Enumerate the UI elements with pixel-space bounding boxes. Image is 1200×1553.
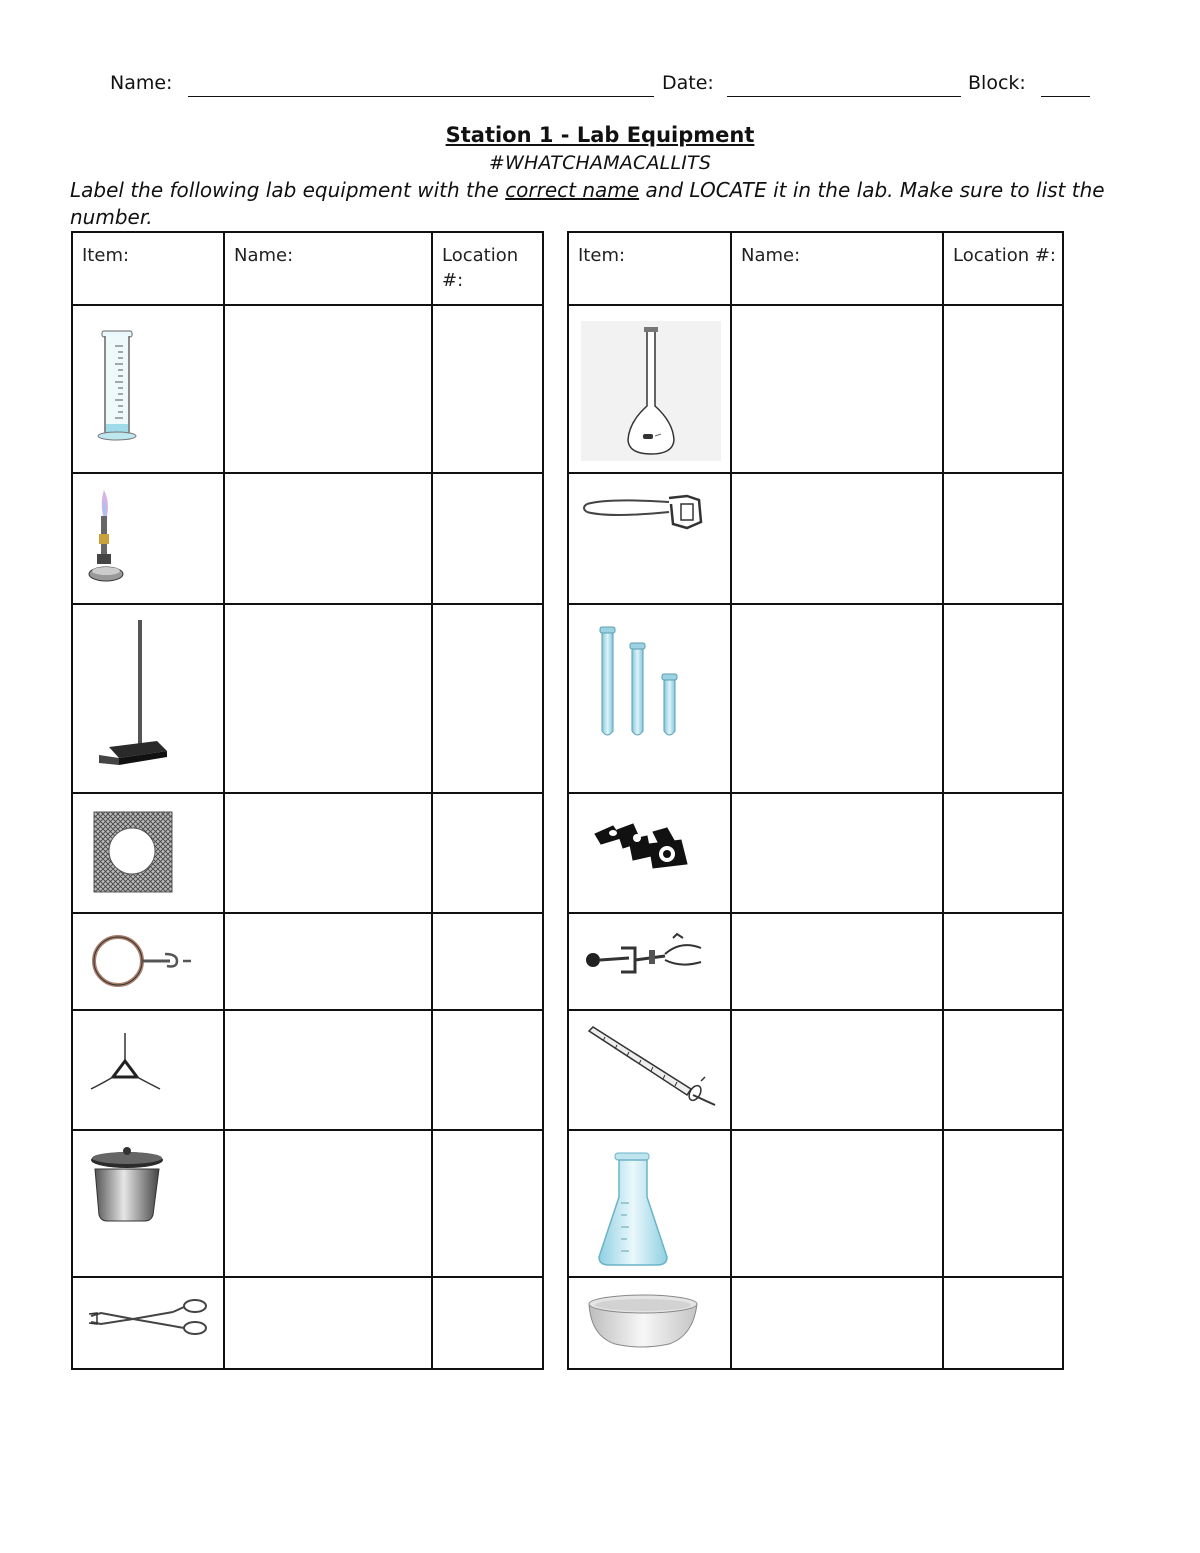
name-answer-cell[interactable] [224,473,432,604]
evaporating-dish-icon [569,1278,728,1366]
item-cell [568,793,731,913]
utility-clamp-icon [569,914,728,1007]
table-row [72,913,543,1010]
table-header-row [72,232,543,305]
table-row [568,1130,1063,1277]
instructions-underlined: correct name [505,178,640,202]
item-cell [568,604,731,793]
block-field[interactable] [1041,96,1090,97]
table-row [72,1010,543,1130]
item-cell [568,473,731,604]
wire-gauze-icon [73,794,221,910]
name-answer-cell[interactable] [224,1277,432,1369]
col-name-header: Name: [731,232,943,305]
bunsen-burner-icon [73,474,221,601]
col-location-header: Location #: [432,232,543,305]
table-row [568,1277,1063,1369]
location-answer-cell[interactable] [943,913,1063,1010]
ring-stand-icon [73,605,221,790]
location-answer-cell[interactable] [432,1130,543,1277]
crucible-with-lid-icon [73,1131,221,1274]
location-answer-cell[interactable] [432,604,543,793]
item-cell [568,913,731,1010]
location-answer-cell[interactable] [432,1010,543,1130]
location-answer-cell[interactable] [943,793,1063,913]
block-label: Block: [968,72,1026,94]
location-answer-cell[interactable] [432,305,543,473]
instructions [70,177,1120,231]
item-cell [72,1277,224,1369]
location-answer-cell[interactable] [432,1277,543,1369]
name-answer-cell[interactable] [224,1130,432,1277]
item-cell [72,604,224,793]
date-label: Date: [662,72,714,94]
name-answer-cell[interactable] [224,913,432,1010]
equipment-table-right [567,231,1064,1370]
equipment-table-left [71,231,544,1370]
table-row [568,305,1063,473]
rubber-stoppers-icon [569,794,728,910]
name-answer-cell[interactable] [731,1277,943,1369]
name-answer-cell[interactable] [731,1010,943,1130]
table-row [72,793,543,913]
location-answer-cell[interactable] [943,473,1063,604]
location-answer-cell[interactable] [943,305,1063,473]
name-answer-cell[interactable] [224,1010,432,1130]
name-label: Name: [110,72,173,94]
name-answer-cell[interactable] [731,913,943,1010]
item-cell [568,1130,731,1277]
location-answer-cell[interactable] [943,604,1063,793]
header-line [110,72,1090,102]
item-cell [72,793,224,913]
item-cell [72,1130,224,1277]
table-row [568,913,1063,1010]
location-answer-cell[interactable] [943,1130,1063,1277]
col-item-header: Item: [72,232,224,305]
item-cell [568,1010,731,1130]
name-answer-cell[interactable] [731,1130,943,1277]
table-row [72,305,543,473]
page-title: Station 1 - Lab Equipment [445,123,755,147]
item-cell [72,473,224,604]
erlenmeyer-flask-icon [569,1131,728,1274]
burette-icon [569,1011,728,1127]
item-cell [72,913,224,1010]
name-answer-cell[interactable] [731,305,943,473]
item-cell [568,1277,731,1369]
name-field[interactable] [188,96,654,97]
name-answer-cell[interactable] [224,305,432,473]
col-name-header: Name: [224,232,432,305]
test-tube-holder-icon [569,474,728,601]
table-row [72,1277,543,1369]
table-row [568,604,1063,793]
name-answer-cell[interactable] [731,473,943,604]
item-cell [72,305,224,473]
table-header-row [568,232,1063,305]
location-answer-cell[interactable] [432,913,543,1010]
test-tubes-icon [569,605,728,790]
graduated-cylinder-icon [73,306,221,470]
instructions-part2: and LOCATE it in the lab. Make sure to list the number. [70,178,1105,229]
volumetric-flask-icon [569,306,728,470]
col-item-header: Item: [568,232,731,305]
name-answer-cell[interactable] [731,604,943,793]
crucible-tongs-icon [73,1278,221,1366]
hashtag-subtitle: #WHATCHAMACALLITS [488,152,712,174]
name-answer-cell[interactable] [224,604,432,793]
item-cell [72,1010,224,1130]
name-answer-cell[interactable] [224,793,432,913]
table-row [568,473,1063,604]
name-answer-cell[interactable] [731,793,943,913]
table-row [72,473,543,604]
item-cell [568,305,731,473]
table-row [72,604,543,793]
table-row [72,1130,543,1277]
iron-ring-icon [73,914,221,1007]
instructions-part1: Label the following lab equipment with the [70,178,506,202]
location-answer-cell[interactable] [943,1010,1063,1130]
date-field[interactable] [727,96,961,97]
location-answer-cell[interactable] [432,793,543,913]
location-answer-cell[interactable] [943,1277,1063,1369]
clay-triangle-icon [73,1011,221,1127]
location-answer-cell[interactable] [432,473,543,604]
table-row [568,1010,1063,1130]
col-location-header: Location #: [943,232,1063,305]
table-row [568,793,1063,913]
